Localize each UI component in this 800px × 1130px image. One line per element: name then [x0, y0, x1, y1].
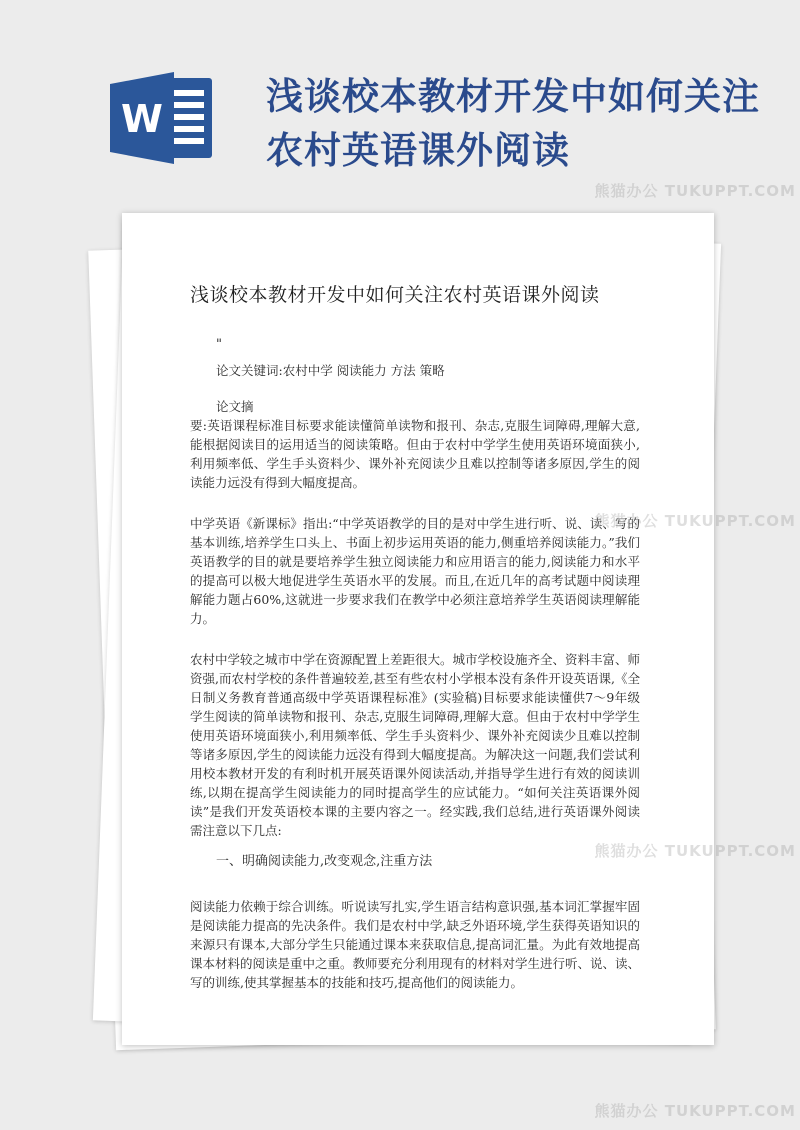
document-title: 浅谈校本教材开发中如何关注农村英语课外阅读: [190, 284, 600, 306]
svg-text:W: W: [121, 97, 163, 141]
watermark-text: 熊猫办公 TUKUPPT.COM: [594, 182, 796, 200]
paragraph-2: 农村中学较之城市中学在资源配置上差距很大。城市学校设施齐全、资料丰富、师资强,而农村学校的条件普遍较差,甚至有些农村小学根本没有条件开设英语课,《全日制义务教育普通高级中学英语课程标准》(实验稿)目标要求能读懂供7～9年级学生阅读的简单读物和报刊、杂志,克服生词障碍,理解大意。但由于农村中学学生使用英语环境面狭小,利用频率低、学生手头资料少、课外补充阅读少且难以控制等诸多原因,学生的阅读能力远没有得到大幅度提高。为解决这一问题,我们尝试利用校本教材开发的有利时机开展英语课外阅读活动,并指导学生进行有效的阅读训练,以期在提高学生阅读能力的同时提高学生的应试能力。“如何关注英语课外阅读”是我们开发英语校本课的主要内容之一。经实践,我们总结,进行英语课外阅读需注意以下几点:: [190, 652, 641, 838]
watermark-text: 熊猫办公 TUKUPPT.COM: [594, 1102, 796, 1120]
abstract-heading: 论文摘: [216, 399, 254, 414]
document-body: [190, 280, 640, 992]
keywords-line: 论文关键词:农村中学 阅读能力 方法 策略: [216, 363, 445, 378]
quote-mark: ": [216, 337, 222, 352]
section-heading-1: 一、明确阅读能力,改变观念,注重方法: [216, 854, 433, 869]
watermark-text: 熊猫办公 TUKUPPT.COM: [594, 842, 796, 860]
watermark-text: 熊猫办公 TUKUPPT.COM: [594, 512, 796, 530]
header-title-line1: 浅谈校本教材开发中如何关注: [266, 75, 760, 118]
header-title-line2: 农村英语课外阅读: [266, 129, 570, 172]
header-title: [266, 70, 786, 178]
word-icon: [110, 72, 216, 164]
paragraph-1: 中学英语《新课标》指出:“中学英语教学的目的是对中学生进行听、说、读、写的基本训练,培养学生口头上、书面上初步运用英语的能力,侧重培养阅读能力。”我们英语教学的目的就是要培养学生独立阅读能力和应用语言的能力,阅读能力和水平的提高可以极大地促进学生英语水平的发展。而且,在近几年的高考试题中阅读理解能力题占60%,这就进一步要求我们在教学中必须注意培养学生英语阅读理解能力。: [190, 516, 640, 626]
abstract-paragraph: 要:英语课程标准目标要求能读懂简单读物和报刊、杂志,克服生词障碍,理解大意,能根据阅读目的运用适当的阅读策略。但由于农村中学学生使用英语环境面狭小,利用频率低、学生手头资料少、课外补充阅读少且难以控制等诸多原因,学生的阅读能力远没有得到大幅度提高。: [190, 418, 640, 490]
paragraph-3: 阅读能力依赖于综合训练。听说读写扎实,学生语言结构意识强,基本词汇掌握牢固是阅读能力提高的先决条件。我们是农村中学,缺乏外语环境,学生获得英语知识的来源只有课本,大部分学生只能通过课本来获取信息,提高词汇量。为此有效地提高课本材料的阅读是重中之重。教师要充分利用现有的材料对学生进行听、说、读、写的训练,使其掌握基本的技能和技巧,提高他们的阅读能力。: [190, 899, 641, 990]
